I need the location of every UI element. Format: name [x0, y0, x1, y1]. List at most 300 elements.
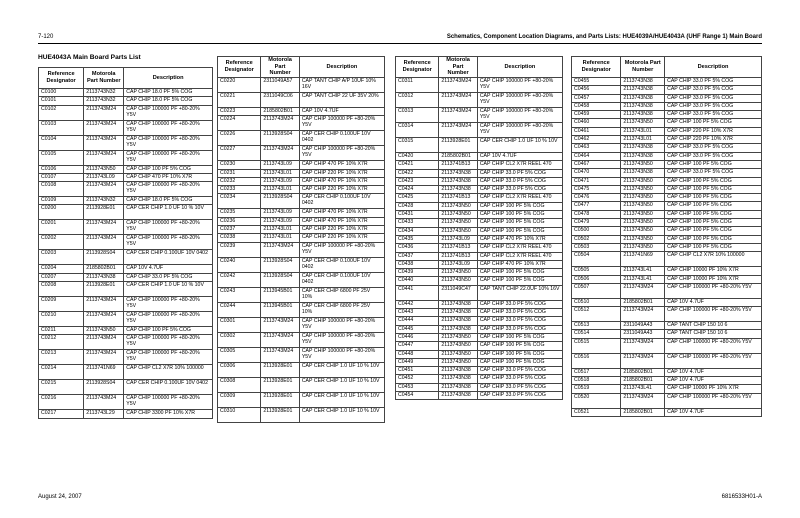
table-row — [218, 362, 385, 377]
parts-table-column-3 — [395, 56, 563, 400]
table-row — [218, 131, 385, 146]
part-number-cell: 2113743N38 — [621, 169, 665, 177]
table-row — [39, 312, 213, 327]
ref-designator-cell: C0476 — [572, 194, 621, 202]
table-row — [39, 335, 213, 350]
part-number-cell: 2113743M24 — [261, 347, 299, 362]
description-cell: CAP TANT CHIP 22 UF 35V 20% — [299, 93, 384, 108]
table-row — [39, 105, 213, 120]
table-row — [39, 173, 213, 181]
table-row — [218, 407, 385, 422]
ref-designator-cell: C0505 — [572, 267, 621, 275]
table-row — [39, 205, 213, 220]
part-number-cell: 2113743M24 — [439, 123, 477, 138]
part-number-cell: 2113928S04 — [84, 250, 124, 265]
ref-designator-cell: C0516 — [572, 353, 621, 368]
part-number-cell: 2113743N38 — [439, 317, 477, 325]
header-rule — [38, 43, 762, 44]
table-row — [572, 322, 762, 330]
table-row — [396, 235, 563, 243]
description-cell: CAP CHIP 100 PF 5% COG — [665, 219, 762, 227]
ref-designator-cell: C0428 — [396, 202, 439, 210]
description-cell: CAP CER CHIP 6800 PF 25V 10% — [299, 287, 384, 302]
part-number-cell: 2113928E01 — [261, 377, 299, 392]
table-row — [572, 78, 762, 86]
table-row — [39, 380, 213, 395]
description-cell: CAP CHIP 100000 PF +80-20% Y5V — [124, 335, 213, 350]
ref-designator-cell: C0210 — [39, 312, 84, 327]
part-number-cell: 2113743L41 — [621, 385, 665, 393]
table-row — [396, 300, 563, 308]
part-number-cell: 2113743N50 — [84, 327, 124, 335]
part-number-cell: 2113743N50 — [621, 160, 665, 168]
ref-designator-cell: C0447 — [396, 342, 439, 350]
description-cell: CAP CHIP 220 PF 10% X7R — [299, 226, 384, 234]
description-cell: CAP 10V 4.7UF — [665, 377, 762, 385]
ref-designator-cell: C0461 — [572, 127, 621, 135]
table-row — [572, 252, 762, 267]
part-number-cell: 2113743N50 — [439, 227, 477, 235]
ref-designator-cell: C0232 — [218, 177, 261, 185]
description-cell: CAP CER CHIP 0.100UF 10V 0402 — [124, 380, 213, 395]
header-reference-designator: Reference Designator — [396, 57, 439, 78]
part-number-cell: 2113743M24 — [439, 78, 477, 93]
table-header-row — [39, 68, 213, 89]
ref-designator-cell: C0213 — [39, 350, 84, 365]
table-row — [572, 275, 762, 283]
table-row — [218, 116, 385, 131]
table-row — [218, 347, 385, 362]
ref-designator-cell: C0433 — [396, 219, 439, 227]
ref-designator-cell: C0313 — [396, 108, 439, 123]
table-row — [39, 235, 213, 250]
ref-designator-cell: C0302 — [218, 332, 261, 347]
description-cell: CAP CHIP 100000 PF +80-20% Y5V — [665, 393, 762, 408]
part-number-cell: 2113743M24 — [621, 307, 665, 322]
description-cell: CAP CHIP 100 PF 5% COG — [665, 243, 762, 251]
table-row — [218, 226, 385, 234]
part-number-cell: 2113741N69 — [84, 365, 124, 380]
ref-designator-cell: C0107 — [39, 173, 84, 181]
part-number-cell: 2113928E01 — [84, 282, 124, 297]
description-cell: CAP CHIP 100 PF 5% COG — [477, 227, 562, 235]
ref-designator-cell: C0436 — [396, 244, 439, 252]
part-number-cell: 2113743N50 — [439, 350, 477, 358]
table-row — [39, 265, 213, 273]
ref-designator-cell: C0420 — [396, 153, 439, 161]
ref-designator-cell: C0442 — [396, 300, 439, 308]
ref-designator-cell: C0454 — [396, 392, 439, 400]
part-number-cell: 2113743M24 — [621, 283, 665, 298]
table-row — [572, 111, 762, 119]
part-number-cell: 2113743L01 — [261, 169, 299, 177]
part-number-cell: 2113743M24 — [84, 135, 124, 150]
part-number-cell: 2113743M24 — [261, 332, 299, 347]
part-number-cell: 2113743M24 — [84, 235, 124, 250]
description-cell: CAP CER CHIP 0.100UF 10V 0402 — [124, 250, 213, 265]
description-cell: CAP CHIP 100 PF 5% COG — [477, 277, 562, 285]
description-cell: CAP CHIP 100 PF 5% COG — [477, 211, 562, 219]
part-number-cell: 2113743N50 — [621, 185, 665, 193]
ref-designator-cell: C0235 — [218, 209, 261, 217]
parts-table — [395, 56, 563, 400]
part-number-cell: 2113743N50 — [621, 194, 665, 202]
table-row — [396, 383, 563, 391]
ref-designator-cell: C0444 — [396, 317, 439, 325]
part-number-cell: 2113945B01 — [261, 302, 299, 317]
table-row — [396, 367, 563, 375]
part-number-cell: 2113743N38 — [621, 78, 665, 86]
part-number-cell: 2113743N50 — [84, 165, 124, 173]
ref-designator-cell: C0231 — [218, 169, 261, 177]
description-cell: CAP CHIP 100000 PF +80-20% Y5V — [124, 105, 213, 120]
part-number-cell: 2113928E01 — [261, 392, 299, 407]
part-number-cell: 2113743N38 — [439, 169, 477, 177]
ref-designator-cell: C0109 — [39, 197, 84, 205]
description-cell: CAP CHIP CL2 X7R REEL 470 — [477, 194, 562, 202]
table-row — [218, 78, 385, 93]
description-cell: CAP CHIP 100 PF 5% COG — [665, 177, 762, 185]
table-row — [572, 160, 762, 168]
description-cell: CAP CHIP 33.0 PF 5% COG — [665, 152, 762, 160]
description-cell: CAP CHIP 33.0 PF 5% COG — [477, 375, 562, 383]
table-row — [572, 102, 762, 110]
ref-designator-cell: C0422 — [396, 169, 439, 177]
ref-designator-cell: C0462 — [572, 136, 621, 144]
table-row — [396, 358, 563, 366]
part-number-cell: 2113743N38 — [621, 144, 665, 152]
part-number-cell: 2113928E01 — [439, 138, 477, 153]
table-row — [396, 194, 563, 202]
part-number-cell: 2113743N50 — [439, 333, 477, 341]
description-cell: CAP CHIP 100 PF 5% COG — [124, 327, 213, 335]
ref-designator-cell: C0521 — [572, 408, 621, 416]
part-number-cell: 2113743M24 — [261, 116, 299, 131]
ref-designator-cell: C0448 — [396, 350, 439, 358]
part-number-cell: 2113743L09 — [261, 161, 299, 169]
description-cell: CAP CHIP 100 PF 5% COG — [477, 350, 562, 358]
ref-designator-cell: C0306 — [218, 362, 261, 377]
ref-designator-cell: C0431 — [396, 211, 439, 219]
ref-designator-cell: C0515 — [572, 338, 621, 353]
part-number-cell: 2113741B13 — [439, 252, 477, 260]
ref-designator-cell: C0101 — [39, 97, 84, 105]
description-cell: CAP 10V 4.7UF — [124, 265, 213, 273]
table-row — [572, 243, 762, 251]
part-number-cell: 2185802B01 — [621, 408, 665, 416]
description-cell: CAP CHIP 220 PF 10% X7R — [299, 186, 384, 194]
part-number-cell: 2113928S04 — [261, 194, 299, 209]
ref-designator-cell: C0104 — [39, 135, 84, 150]
part-number-cell: 2113743L09 — [439, 260, 477, 268]
description-cell: CAP CHIP 470 PF 10% X7R — [299, 161, 384, 169]
part-number-cell: 2113743N50 — [621, 227, 665, 235]
table-row — [218, 332, 385, 347]
part-number-cell: 2311049A57 — [261, 78, 299, 93]
part-number-cell: 2113743N32 — [84, 197, 124, 205]
ref-designator-cell: C0242 — [218, 272, 261, 287]
part-number-cell: 2113743M24 — [84, 120, 124, 135]
description-cell: CAP CHIP 33.0 PF 5% COG — [477, 367, 562, 375]
part-number-cell: 2113743N50 — [621, 219, 665, 227]
ref-designator-cell: C0202 — [39, 235, 84, 250]
footer-date: August 24, 2007 — [38, 494, 82, 500]
description-cell: CAP CER CHIP 0.100UF 10V 0402 — [299, 272, 384, 287]
description-cell: CAP CER CHIP 1.0 UF 10 % 10V — [299, 407, 384, 422]
part-number-cell: 2113743N38 — [439, 177, 477, 185]
description-cell: CAP CHIP 470 PF 10% X7R — [299, 209, 384, 217]
table-row — [572, 338, 762, 353]
table-row — [218, 93, 385, 108]
ref-designator-cell: C0510 — [572, 298, 621, 306]
part-number-cell: 2113743L01 — [261, 234, 299, 242]
description-cell: CAP CHIP 100 PF 5% COG — [124, 165, 213, 173]
part-number-cell: 2113743N50 — [621, 119, 665, 127]
table-row — [396, 309, 563, 317]
description-cell: CAP CHIP CL2 X7R 10% 100000 — [665, 252, 762, 267]
table-row — [396, 227, 563, 235]
ref-designator-cell: C0456 — [572, 86, 621, 94]
ref-designator-cell: C0423 — [396, 177, 439, 185]
description-cell: CAP CER CHIP 6800 PF 25V 10% — [299, 302, 384, 317]
ref-designator-cell: C0224 — [218, 116, 261, 131]
table-row — [39, 365, 213, 380]
table-row — [572, 235, 762, 243]
table-row — [572, 377, 762, 385]
ref-designator-cell: C0238 — [218, 234, 261, 242]
ref-designator-cell: C0103 — [39, 120, 84, 135]
part-number-cell: 2113743N38 — [439, 325, 477, 333]
page-number: 7-120 — [38, 34, 54, 40]
parts-table-column-4 — [571, 56, 762, 417]
description-cell: CAP CHIP 100000 PF +80-20% Y5V — [124, 312, 213, 327]
description-cell: CAP CHIP CL2 X7R 10% 100000 — [124, 365, 213, 380]
part-number-cell: 2113743N38 — [621, 94, 665, 102]
part-number-cell: 2113743N38 — [439, 186, 477, 194]
description-cell: CAP CHIP CL2 X7R REEL 470 — [477, 161, 562, 169]
part-number-cell: 2113743M24 — [84, 350, 124, 365]
description-cell: CAP CHIP 100000 PF +80-20% Y5V — [299, 146, 384, 161]
description-cell: CAP CER CHIP 0.100UF 10V 0402 — [299, 194, 384, 209]
ref-designator-cell: C0223 — [218, 108, 261, 116]
header-motorola-part-number: Motorola Part Number — [439, 57, 477, 78]
table-row — [572, 144, 762, 152]
part-number-cell: 2113743M24 — [439, 93, 477, 108]
description-cell: CAP CHIP 100000 PF +80-20% Y5V — [665, 338, 762, 353]
description-cell: CAP 10V 4.7UF — [477, 153, 562, 161]
ref-designator-cell: C0207 — [39, 273, 84, 281]
description-cell: CAP CHIP 100 PF 5% COG — [665, 210, 762, 218]
table-header-row — [572, 57, 762, 78]
description-cell: CAP CHIP 100 PF 5% COG — [665, 119, 762, 127]
description-cell: CAP CHIP 100 PF 5% COG — [477, 342, 562, 350]
ref-designator-cell: C0504 — [572, 252, 621, 267]
table-row — [572, 330, 762, 338]
description-cell: CAP CHIP 100000 PF +80-20% Y5V — [665, 307, 762, 322]
description-cell: CAP CHIP 33.0 PF 5% COG — [665, 78, 762, 86]
part-number-cell: 2185802B01 — [621, 368, 665, 376]
description-cell: CAP CHIP 18.0 PF 5% COG — [124, 89, 213, 97]
part-number-cell: 2113743N38 — [621, 152, 665, 160]
table-row — [218, 392, 385, 407]
table-row — [218, 217, 385, 225]
description-cell: CAP CER CHIP 1.0 UF 10 % 10V — [124, 205, 213, 220]
ref-designator-cell: C0500 — [572, 227, 621, 235]
table-row — [396, 285, 563, 300]
ref-designator-cell: C0445 — [396, 325, 439, 333]
parts-table — [571, 56, 762, 417]
ref-designator-cell: C0315 — [396, 138, 439, 153]
ref-designator-cell: C0301 — [218, 317, 261, 332]
ref-designator-cell: C0310 — [218, 407, 261, 422]
table-row — [396, 317, 563, 325]
table-row — [572, 393, 762, 408]
part-number-cell: 2113743N50 — [439, 211, 477, 219]
part-number-cell: 2113743L41 — [621, 267, 665, 275]
description-cell: CAP CHIP 33.0 PF 5% COG — [477, 309, 562, 317]
table-row — [572, 283, 762, 298]
description-cell: CAP CHIP 100000 PF +80-20% Y5V — [124, 135, 213, 150]
part-number-cell: 2113928S04 — [84, 380, 124, 395]
part-number-cell: 2113743M24 — [84, 395, 124, 410]
ref-designator-cell: C0216 — [39, 395, 84, 410]
description-cell: CAP CHIP 100000 PF +80-20% Y5V — [124, 350, 213, 365]
description-cell: CAP CHIP 100000 PF +80-20% Y5V — [299, 116, 384, 131]
description-cell: CAP CHIP 10000 PF 10% X7R — [665, 385, 762, 393]
ref-designator-cell: C0520 — [572, 393, 621, 408]
part-number-cell: 2113743M24 — [261, 146, 299, 161]
header-motorola-part-number: Motorola Part Number — [261, 57, 299, 78]
part-number-cell: 2113743N50 — [621, 177, 665, 185]
ref-designator-cell: C0449 — [396, 358, 439, 366]
ref-designator-cell: C0105 — [39, 150, 84, 165]
part-number-cell: 2113743M24 — [84, 150, 124, 165]
ref-designator-cell: C0514 — [572, 330, 621, 338]
part-number-cell: 2185802B01 — [439, 153, 477, 161]
description-cell: CAP CHIP 470 PF 10% X7R — [299, 177, 384, 185]
part-number-cell: 2113743L09 — [84, 173, 124, 181]
part-number-cell: 2311049C47 — [439, 285, 477, 300]
description-cell: CAP CHIP 220 PF 10% X7R — [299, 234, 384, 242]
ref-designator-cell: C0519 — [572, 385, 621, 393]
part-number-cell: 2311049A43 — [621, 330, 665, 338]
header-description: Description — [124, 68, 213, 89]
part-number-cell: 2113743L09 — [261, 177, 299, 185]
table-row — [218, 177, 385, 185]
ref-designator-cell: C0244 — [218, 302, 261, 317]
ref-designator-cell: C0478 — [572, 210, 621, 218]
description-cell: CAP CHIP 10000 PF 10% X7R — [665, 267, 762, 275]
description-cell: CAP CHIP 220 PF 10% X7R — [665, 136, 762, 144]
part-number-cell: 2113743N38 — [439, 300, 477, 308]
part-number-cell: 2113743L01 — [621, 127, 665, 135]
description-cell: CAP CHIP 100000 PF +80-20% Y5V — [299, 332, 384, 347]
table-row — [39, 120, 213, 135]
part-number-cell: 2113743N50 — [439, 342, 477, 350]
description-cell: CAP CHIP 100000 PF +80-20% Y5V — [124, 220, 213, 235]
ref-designator-cell: C0460 — [572, 119, 621, 127]
description-cell: CAP CHIP 100000 PF +80-20% Y5V — [124, 297, 213, 312]
description-cell: CAP CHIP 100 PF 5% COG — [477, 358, 562, 366]
description-cell: CAP CHIP 220 PF 10% X7R — [665, 127, 762, 135]
part-number-cell: 2113928E01 — [261, 362, 299, 377]
table-row — [396, 78, 563, 93]
table-row — [572, 267, 762, 275]
table-row — [218, 302, 385, 317]
part-number-cell: 2113743M24 — [621, 338, 665, 353]
description-cell: CAP CHIP CL2 X7R REEL 470 — [477, 252, 562, 260]
ref-designator-cell: C0102 — [39, 105, 84, 120]
table-row — [396, 93, 563, 108]
description-cell: CAP CHIP 100000 PF +80-20% Y5V — [299, 317, 384, 332]
part-number-cell: 2113928S04 — [261, 257, 299, 272]
description-cell: CAP CHIP 100 PF 5% COG — [477, 333, 562, 341]
table-row — [572, 136, 762, 144]
ref-designator-cell: C0459 — [572, 111, 621, 119]
part-number-cell: 2185802B01 — [261, 108, 299, 116]
ref-designator-cell: C0230 — [218, 161, 261, 169]
ref-designator-cell: C0227 — [218, 146, 261, 161]
ref-designator-cell: C0458 — [572, 102, 621, 110]
description-cell: CAP CHIP 470 PF 10% X7R — [124, 173, 213, 181]
ref-designator-cell: C0463 — [572, 144, 621, 152]
table-row — [572, 127, 762, 135]
part-number-cell: 2113743N38 — [439, 392, 477, 400]
part-number-cell: 2113743N38 — [621, 111, 665, 119]
ref-designator-cell: C0204 — [39, 265, 84, 273]
table-row — [396, 333, 563, 341]
part-number-cell: 2113743N38 — [84, 273, 124, 281]
description-cell: CAP CHIP 33.0 PF 5% COG — [477, 317, 562, 325]
ref-designator-cell: C0108 — [39, 182, 84, 197]
part-number-cell: 2113743N50 — [439, 219, 477, 227]
footer-doc-number: 6816533H01-A — [721, 494, 762, 500]
part-number-cell: 2113743N50 — [621, 243, 665, 251]
description-cell: CAP CHIP 100000 PF +80-20% Y5V — [477, 123, 562, 138]
description-cell: CAP CHIP 100 PF 5% COG — [665, 235, 762, 243]
ref-designator-cell: C0435 — [396, 235, 439, 243]
part-number-cell: 2113743N38 — [439, 375, 477, 383]
part-number-cell: 2185802B01 — [84, 265, 124, 273]
part-number-cell: 2113743L01 — [261, 226, 299, 234]
parts-table-column-1 — [38, 67, 213, 419]
table-row — [572, 307, 762, 322]
header-reference-designator: Reference Designator — [39, 68, 84, 89]
table-row — [218, 234, 385, 242]
description-cell: CAP CHIP 470 PF 10% X7R — [477, 235, 562, 243]
part-number-cell: 2113743N38 — [621, 86, 665, 94]
ref-designator-cell: C0475 — [572, 185, 621, 193]
description-cell: CAP CER CHIP 1.0 UF 10 % 10V — [299, 392, 384, 407]
description-cell: CAP CHIP 33.0 PF 5% COG — [665, 102, 762, 110]
part-number-cell: 2113743M24 — [621, 353, 665, 368]
table-row — [218, 209, 385, 217]
ref-designator-cell: C0425 — [396, 194, 439, 202]
part-number-cell: 2185802B01 — [621, 298, 665, 306]
table-row — [218, 272, 385, 287]
ref-designator-cell: C0440 — [396, 277, 439, 285]
table-row — [218, 169, 385, 177]
part-number-cell: 2113743L01 — [261, 186, 299, 194]
table-row — [39, 182, 213, 197]
description-cell: CAP TANT CHIP 150 10 6 — [665, 322, 762, 330]
table-row — [39, 297, 213, 312]
description-cell: CAP CHIP 100000 PF +80-20% Y5V — [477, 78, 562, 93]
table-row — [396, 219, 563, 227]
ref-designator-cell: C0308 — [218, 377, 261, 392]
table-row — [396, 375, 563, 383]
description-cell: CAP CHIP CL2 X7R REEL 470 — [477, 244, 562, 252]
